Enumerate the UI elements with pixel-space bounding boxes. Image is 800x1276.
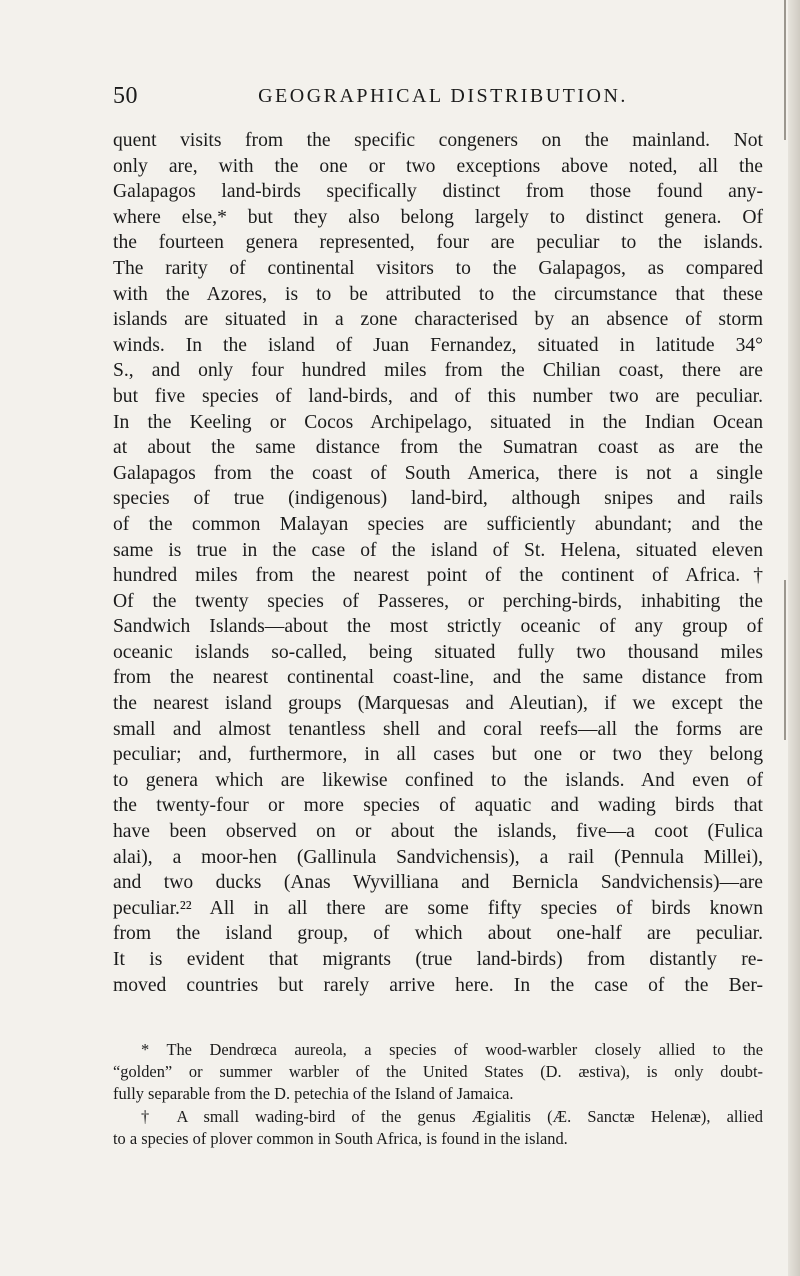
text-line: the nearest island groups (Marquesas and Aleutian), if we except the	[113, 693, 763, 715]
text-line: and two ducks (Anas Wyvilliana and Bernicla Sandvichensis)—are	[113, 872, 763, 894]
page-edge	[788, 0, 800, 1276]
text-line: Galapagos from the coast of South America, there is not a single	[113, 462, 763, 484]
text-line: peculiar.²² All in all there are some fifty species of birds known	[113, 897, 763, 919]
edge-shadow-mark	[784, 0, 786, 140]
edge-shadow-mark	[784, 580, 786, 740]
text-line: where else,* but they also belong largely to distinct genera. Of	[113, 206, 763, 228]
text-line: species of true (indigenous) land-bird, although snipes and rails	[113, 488, 763, 510]
text-line: peculiar; and, furthermore, in all cases but one or two they belong	[113, 744, 763, 766]
running-head: GEOGRAPHICAL DISTRIBUTION.	[258, 85, 628, 107]
text-line: small and almost tenantless shell and coral reefs—all the forms are	[113, 718, 763, 740]
text-line: to genera which are likewise confined to the islands. And even of	[113, 769, 763, 791]
text-line: of the common Malayan species are sufficiently abundant; and the	[113, 513, 763, 535]
text-line: same is true in the case of the island of St. Helena, situated eleven	[113, 539, 763, 561]
footnote-line: † A small wading-bird of the genus Ægialitis (Æ. Sanctæ Helenæ), allied	[141, 1106, 763, 1126]
text-line: with the Azores, is to be attributed to the circumstance that these	[113, 283, 763, 305]
text-line: the twenty-four or more species of aquatic and wading birds that	[113, 795, 763, 817]
page-header	[113, 83, 733, 113]
text-line: quent visits from the specific congeners on the mainland. Not	[113, 130, 763, 151]
text-line: In the Keeling or Cocos Archipelago, situated in the Indian Ocean	[113, 411, 763, 433]
text-line: oceanic islands so-called, being situated fully two thousand miles	[113, 641, 763, 663]
text-line: winds. In the island of Juan Fernandez, situated in latitude 34°	[113, 334, 763, 356]
text-line: alai), a moor-hen (Gallinula Sandvichensis), a rail (Pennula Millei),	[113, 846, 763, 868]
text-line: only are, with the one or two exceptions above noted, all the	[113, 155, 763, 177]
text-line: moved countries but rarely arrive here. In the case of the Ber-	[113, 974, 763, 996]
text-line: S., and only four hundred miles from the Chilian coast, there are	[113, 360, 763, 382]
footnote-line: fully separable from the D. petechia of the Island of Jamaica.	[113, 1084, 514, 1104]
text-line: but five species of land-birds, and of this number two are peculiar.	[113, 385, 763, 407]
text-line: have been observed on or about the islands, five—a coot (Fulica	[113, 821, 763, 843]
text-line: from the nearest continental coast-line, and the same distance from	[113, 667, 763, 689]
footnote-line: to a species of plover common in South Africa, is found in the island.	[113, 1128, 568, 1148]
text-line: It is evident that migrants (true land-birds) from distantly re-	[113, 949, 763, 970]
footnote-line: * The Dendrœca aureola, a species of wood-warbler closely allied to the	[141, 1040, 763, 1059]
body-text	[113, 128, 763, 998]
text-line: The rarity of continental visitors to the Galapagos, as compared	[113, 257, 763, 279]
text-line: hundred miles from the nearest point of the continent of Africa.†	[113, 565, 763, 587]
footnotes	[113, 1039, 763, 1150]
footnote-line: “golden” or summer warbler of the United States (D. æstiva), is only doubt-	[113, 1062, 763, 1082]
page-number: 50	[113, 83, 138, 109]
text-line: Galapagos land-birds specifically distinct from those found any-	[113, 181, 763, 203]
text-line: islands are situated in a zone characterised by an absence of storm	[113, 309, 763, 331]
text-line: from the island group, of which about one-half are peculiar.	[113, 923, 763, 945]
text-line: Of the twenty species of Passeres, or perching-birds, inhabiting the	[113, 590, 763, 612]
text-line: the fourteen genera represented, four are peculiar to the islands.	[113, 232, 763, 254]
text-line: Sandwich Islands—about the most strictly oceanic of any group of	[113, 616, 763, 638]
text-line: at about the same distance from the Sumatran coast as are the	[113, 437, 763, 459]
